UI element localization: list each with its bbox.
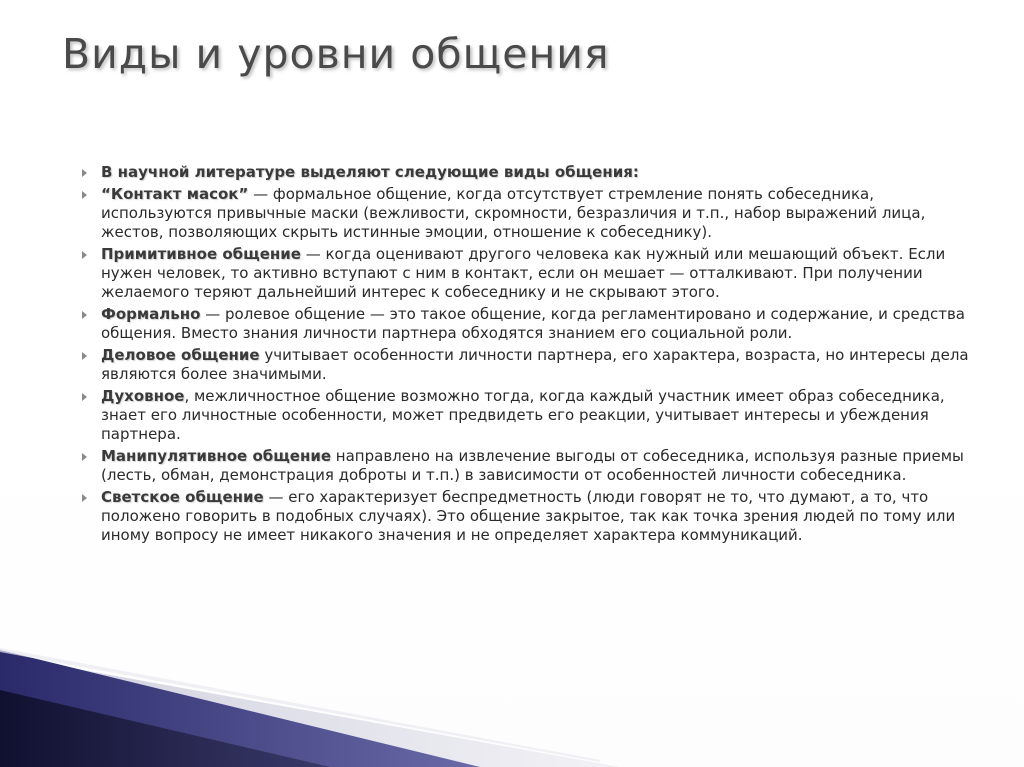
list-item: [80, 185, 980, 242]
term: Примитивное общение: [101, 245, 301, 263]
list-item: [80, 346, 980, 384]
description: учитывает особенности личности партнера, его характера, возраста, но интересы дела являются более значимыми.: [101, 346, 969, 383]
slide-title: Виды и уровни общения: [62, 30, 610, 78]
bullet-arrow-icon: [82, 251, 87, 259]
term: Формально: [101, 305, 201, 323]
term: Духовное: [101, 387, 185, 405]
description: — когда оценивают другого человека как нужный или мешающий объект. Если нужен человек, то активно вступают с ним в контакт, если он мешает — отталкивают. При получении желаемого теряют дальнейший интерес к собеседнику и не скрывают этого.: [101, 245, 946, 301]
list-item-intro: [80, 163, 980, 182]
term: Деловое общение: [101, 346, 260, 364]
bullet-arrow-icon: [82, 453, 87, 461]
list-item: [80, 488, 980, 545]
bullet-arrow-icon: [82, 169, 87, 177]
description: — ролевое общение — это такое общение, когда регламентировано и содержание, и средства общения. Вместо знания личности партнера обходятся знанием его социальной роли.: [101, 305, 965, 342]
term: “Контакт масок”: [101, 185, 249, 203]
list-item: [80, 447, 980, 485]
list-item: [80, 245, 980, 302]
intro-text: В научной литературе выделяют следующие виды общения:: [101, 163, 639, 181]
bullet-arrow-icon: [82, 311, 87, 319]
description: , межличностное общение возможно тогда, когда каждый участник имеет образ собеседника, знает его личностные особенности, может предвидеть его реакции, учитывает интересы и убеждения партнера.: [101, 387, 945, 443]
term: Светское общение: [101, 488, 264, 506]
list-item: [80, 305, 980, 343]
description: — формальное общение, когда отсутствует стремление понять собеседника, используются привычные маски (вежливости, скромности, безразличия и т.п., набор выражений лица, жестов, позволяющих скрыть истинные эмоции, отношение к собеседнику).: [101, 185, 926, 241]
term: Манипулятивное общение: [101, 447, 332, 465]
bullet-arrow-icon: [82, 494, 87, 502]
bullet-arrow-icon: [82, 191, 87, 199]
bullet-arrow-icon: [82, 393, 87, 401]
description: направлено на извлечение выгоды от собеседника, используя разные приемы (лесть, обман, демонстрация доброты и т.п.) в зависимости от особенностей личности собеседника.: [101, 447, 964, 484]
list-item: [80, 387, 980, 444]
bullet-arrow-icon: [82, 352, 87, 360]
description: — его характеризует беспредметность (люди говорят не то, что думают, а то, что положено говорить в подобных случаях). Это общение закрытое, так как точка зрения людей по тому или иному вопросу не имеет никакого значения и не определяет характера коммуникаций.: [101, 488, 956, 544]
bullet-list: [80, 163, 980, 548]
